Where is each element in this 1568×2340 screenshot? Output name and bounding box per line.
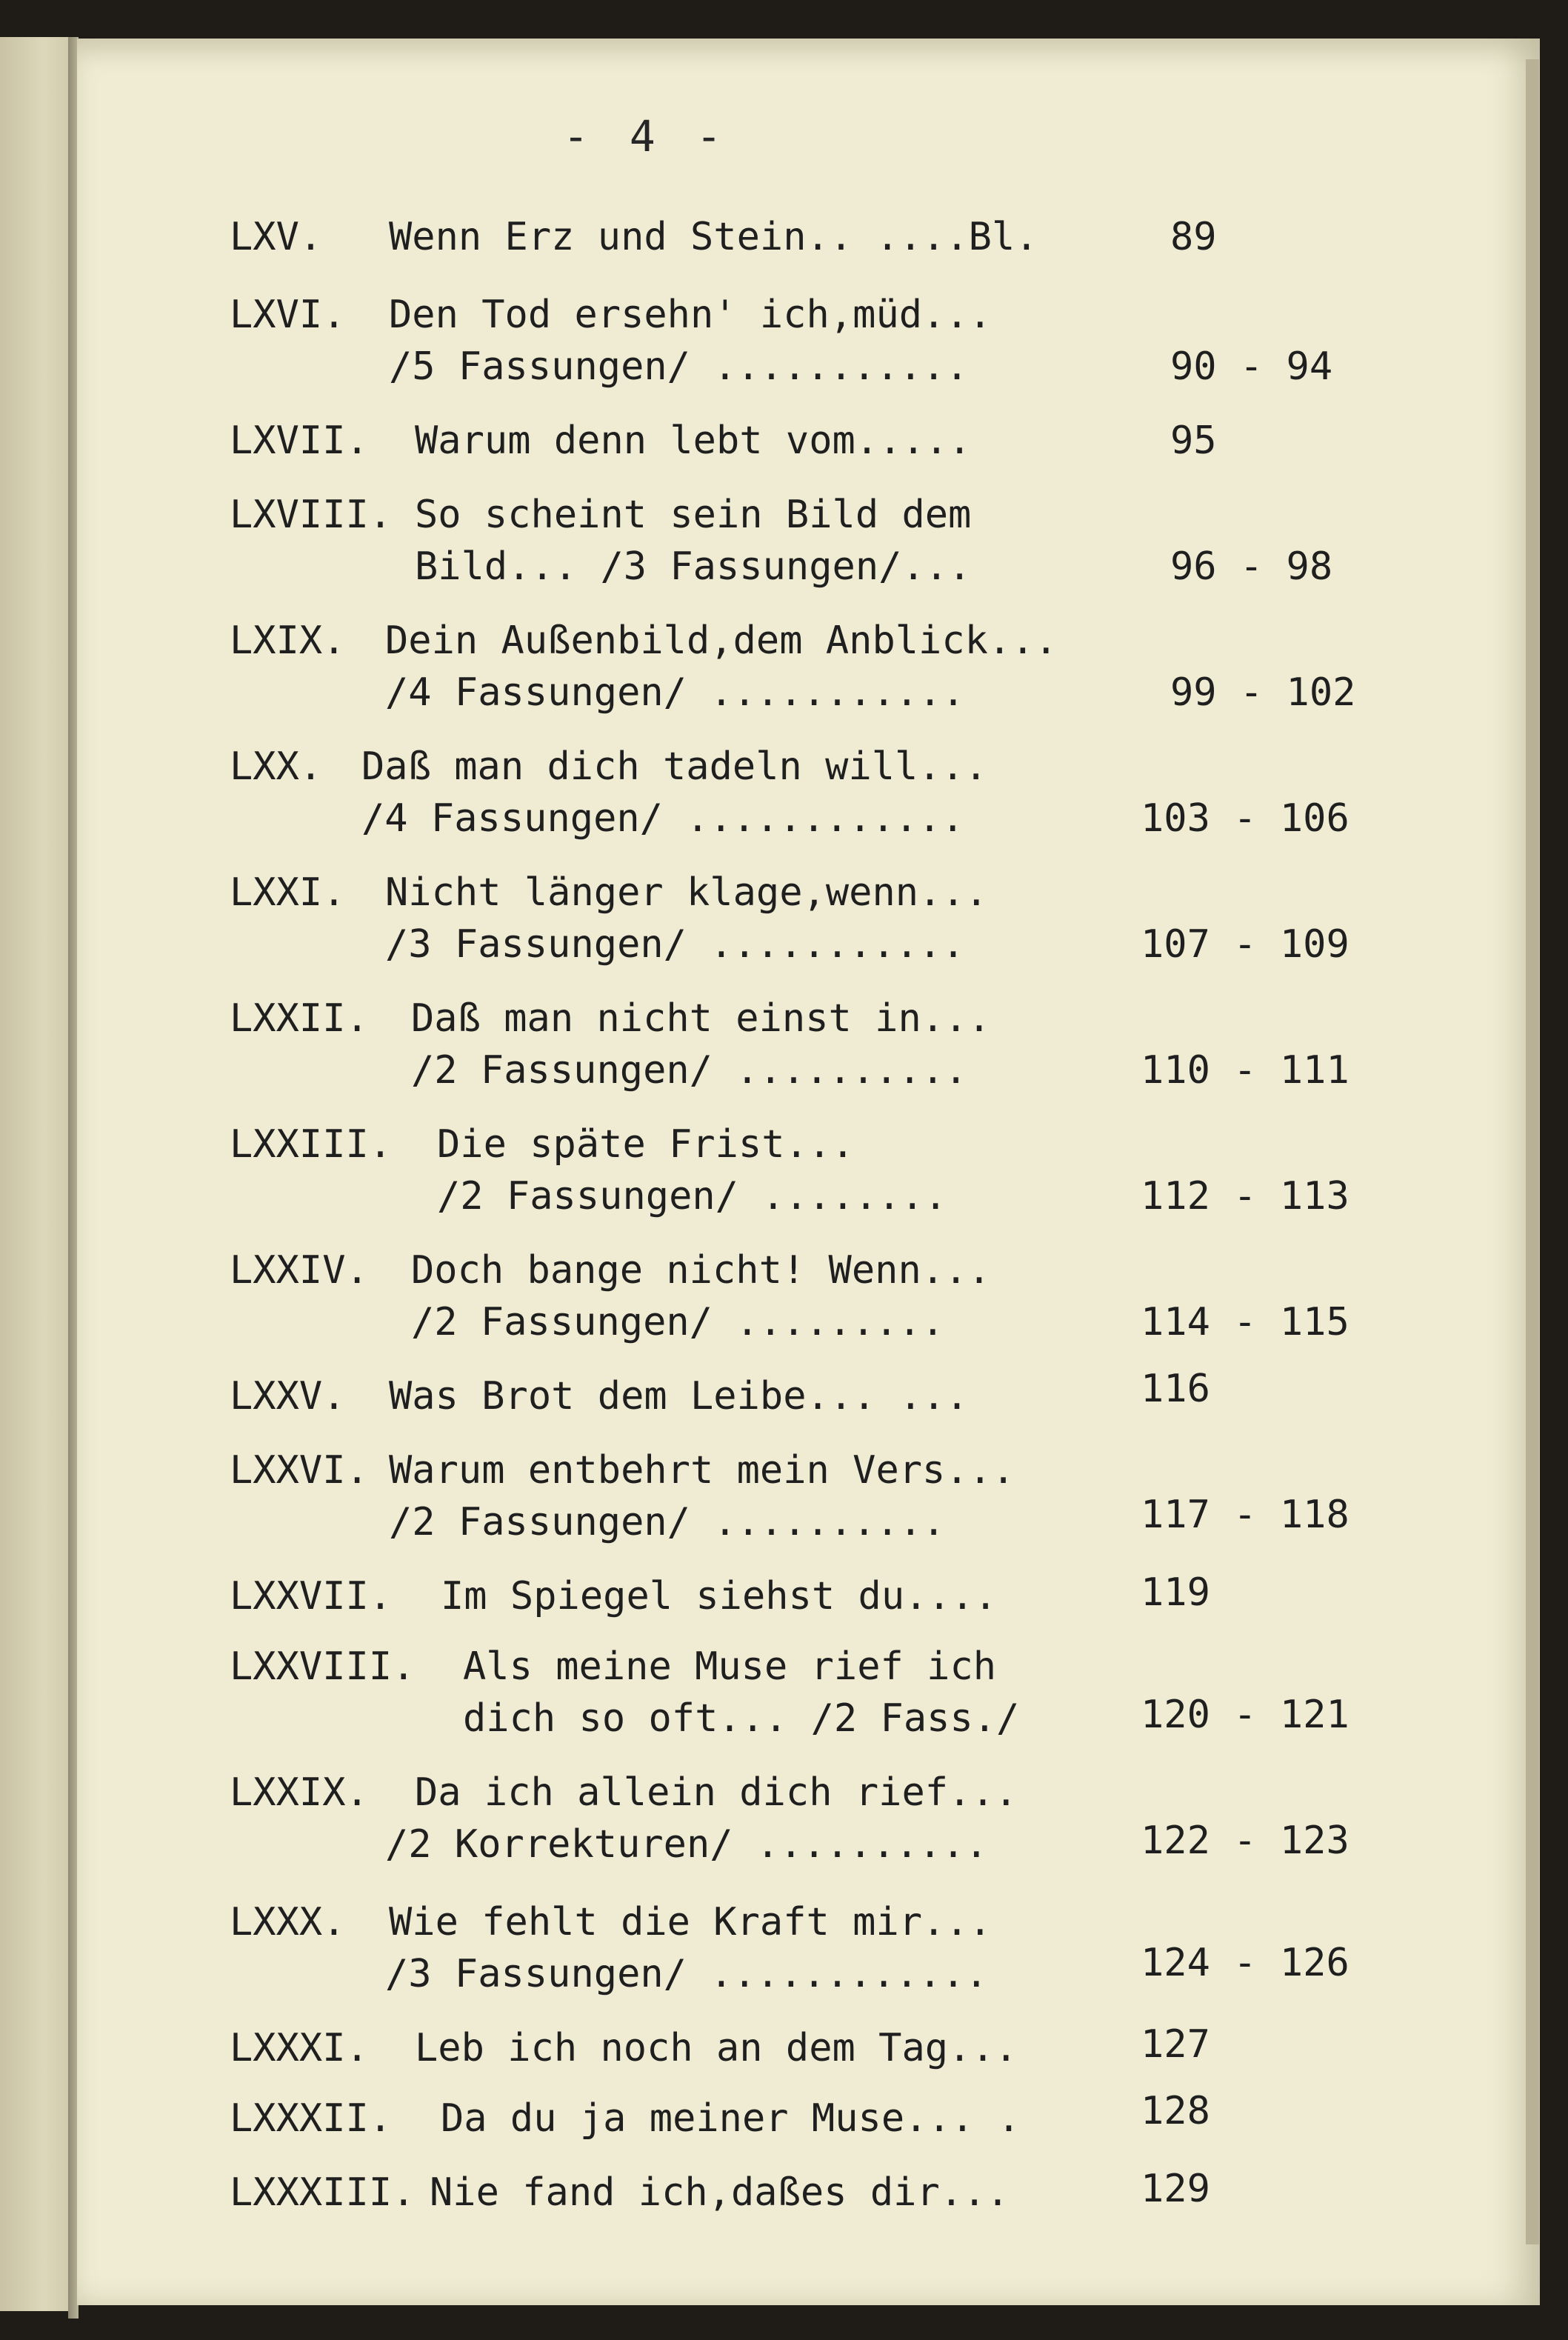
entry-title-continued: /2 Fassungen/ ........ bbox=[437, 1174, 947, 1219]
entry-title: Was Brot dem Leibe... ... bbox=[389, 1374, 969, 1419]
entry-pages: 103 - 106 bbox=[1141, 796, 1350, 841]
entry-title: Dein Außenbild,dem Anblick... bbox=[385, 619, 1058, 663]
entry-pages: 89 bbox=[1170, 215, 1217, 259]
entry-pages: 95 bbox=[1170, 419, 1217, 463]
entry-title-continued: /4 Fassungen/ ............ bbox=[361, 796, 964, 841]
entry-number: LXXVII. bbox=[230, 1574, 393, 1619]
entry-number: LXXIX. bbox=[230, 1770, 369, 1815]
entry-title: Warum denn lebt vom..... bbox=[415, 419, 972, 463]
entry-title: Nicht länger klage,wenn... bbox=[385, 870, 988, 915]
entry-number: LXXI. bbox=[230, 870, 346, 915]
entry-title-continued: /3 Fassungen/ ............ bbox=[385, 1952, 988, 1996]
entry-number: LXXXI. bbox=[230, 2026, 369, 2070]
entry-number: LXXVIII. bbox=[230, 1644, 416, 1689]
facing-page-edge bbox=[0, 37, 74, 2311]
entry-number: LXV. bbox=[230, 215, 323, 259]
entry-title: Da du ja meiner Muse... . bbox=[441, 2096, 1021, 2141]
entry-title: Als meine Muse rief ich bbox=[463, 1644, 997, 1689]
entry-title: So scheint sein Bild dem bbox=[415, 493, 972, 537]
entry-title-continued: /2 Fassungen/ .......... bbox=[411, 1048, 968, 1093]
entry-pages: 114 - 115 bbox=[1141, 1300, 1350, 1344]
entry-number: LXXII. bbox=[230, 996, 369, 1041]
entry-pages: 117 - 118 bbox=[1141, 1493, 1350, 1537]
entry-title: Warum entbehrt mein Vers... bbox=[389, 1448, 1015, 1493]
entry-pages: 90 - 94 bbox=[1170, 344, 1333, 389]
entry-title: Die späte Frist... bbox=[437, 1122, 855, 1167]
entry-pages: 124 - 126 bbox=[1141, 1941, 1350, 1985]
entry-number: LXVIII. bbox=[230, 493, 393, 537]
entry-pages: 99 - 102 bbox=[1170, 670, 1356, 715]
entry-title-continued: /2 Fassungen/ .......... bbox=[389, 1500, 946, 1544]
entry-number: LXXIV. bbox=[230, 1248, 369, 1293]
entry-pages: 122 - 123 bbox=[1141, 1819, 1350, 1863]
entry-title: Daß man nicht einst in... bbox=[411, 996, 991, 1041]
entry-title: Nie fand ich,daßes dir... bbox=[430, 2170, 1010, 2215]
entry-title: Da ich allein dich rief... bbox=[415, 1770, 1018, 1815]
entry-title-continued: /5 Fassungen/ ........... bbox=[389, 344, 969, 389]
entry-title-continued: /2 Fassungen/ ......... bbox=[411, 1300, 945, 1344]
entry-pages: 110 - 111 bbox=[1141, 1048, 1350, 1093]
entry-number: LXXXIII. bbox=[230, 2170, 416, 2215]
entry-pages: 116 bbox=[1141, 1367, 1210, 1411]
entry-title: Den Tod ersehn' ich,müd... bbox=[389, 293, 992, 337]
entry-pages: 128 bbox=[1141, 2089, 1210, 2133]
entry-pages: 119 bbox=[1141, 1570, 1210, 1615]
entry-title-continued: /3 Fassungen/ ........... bbox=[385, 922, 965, 967]
page-edge-shadow bbox=[1526, 59, 1539, 2244]
entry-pages: 120 - 121 bbox=[1141, 1693, 1350, 1737]
entry-pages: 129 bbox=[1141, 2167, 1210, 2211]
entry-title: Leb ich noch an dem Tag... bbox=[415, 2026, 1018, 2070]
entry-pages: 96 - 98 bbox=[1170, 544, 1333, 589]
entry-title-continued: /2 Korrekturen/ .......... bbox=[385, 1822, 988, 1867]
entry-title-continued: dich so oft... /2 Fass./ bbox=[463, 1696, 1020, 1741]
entry-pages: 127 bbox=[1141, 2022, 1210, 2067]
entry-title-continued: /4 Fassungen/ ........... bbox=[385, 670, 965, 715]
entry-title: Wie fehlt die Kraft mir... bbox=[389, 1900, 992, 1944]
entry-number: LXXVI. bbox=[230, 1448, 369, 1493]
entry-number: LXVII. bbox=[230, 419, 369, 463]
page-number: - 4 - bbox=[563, 111, 730, 161]
entry-number: LXXXII. bbox=[230, 2096, 393, 2141]
entry-title: Im Spiegel siehst du.... bbox=[441, 1574, 998, 1619]
entry-number: LXXV. bbox=[230, 1374, 346, 1419]
entry-number: LXX. bbox=[230, 744, 323, 789]
entry-pages: 112 - 113 bbox=[1141, 1174, 1350, 1219]
entry-number: LXXX. bbox=[230, 1900, 346, 1944]
entry-title-continued: Bild... /3 Fassungen/... bbox=[415, 544, 972, 589]
entry-title: Wenn Erz und Stein.. ....Bl. bbox=[389, 215, 1038, 259]
entry-title: Doch bange nicht! Wenn... bbox=[411, 1248, 991, 1293]
entry-pages: 107 - 109 bbox=[1141, 922, 1350, 967]
entry-number: LXVI. bbox=[230, 293, 346, 337]
entry-number: LXXIII. bbox=[230, 1122, 393, 1167]
entry-title: Daß man dich tadeln will... bbox=[361, 744, 988, 789]
entry-number: LXIX. bbox=[230, 619, 346, 663]
